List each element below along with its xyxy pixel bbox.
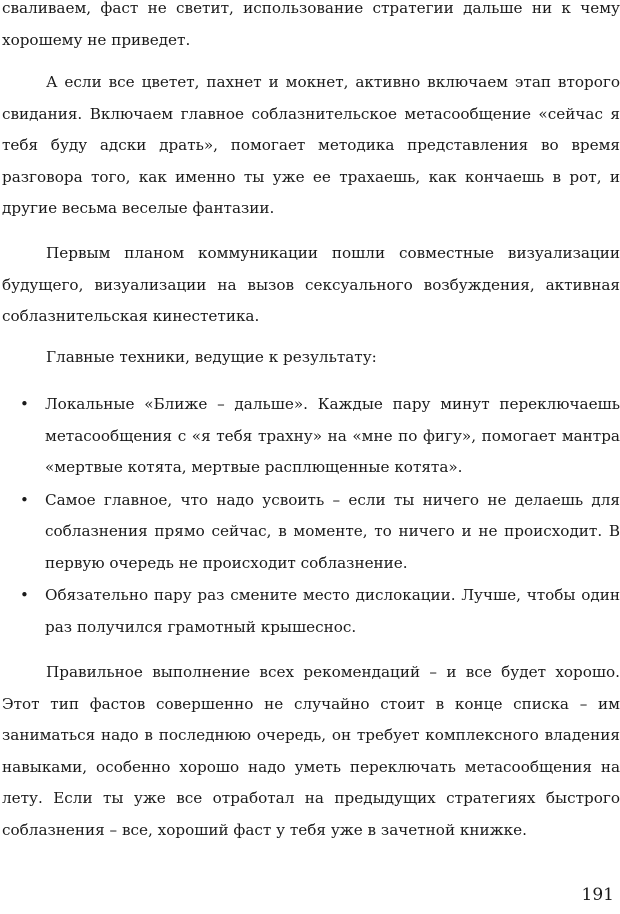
list-item-text: Локальные «Ближе – дальше». Каждые пару минут переключаешь метасообщения с «я тебя трахну» на «мне по фигу», помогает мантра «мертвые котята, мертвые расплющенные котята». — [45, 395, 620, 476]
list-item — [0, 580, 620, 643]
paragraph-communication-plan: Первым планом коммуникации пошли совместные визуализации будущего, визуализации на вызов сексуального возбуждения, активная соблазнительская кинестетика. — [2, 244, 620, 325]
list-item — [0, 389, 620, 484]
paragraph-continuation: сваливаем, фаст не светит, использование стратегии дальше ни к чему хорошему не приведет. — [2, 0, 620, 49]
list-item — [0, 485, 620, 580]
bullet-icon: • — [20, 395, 29, 413]
techniques-list — [0, 389, 620, 643]
page-number: 191 — [581, 885, 614, 905]
list-item-text: Самое главное, что надо усвоить – если ты ничего не делаешь для соблазнения прямо сейчас, в моменте, то ничего и не происходит. В первую очередь не происходит соблазнение. — [45, 490, 620, 572]
bullet-icon: • — [20, 490, 29, 509]
paragraph-conclusion: Правильное выполнение всех рекомендаций – и все будет хорошо. Этот тип фастов совершенно не случайно стоит в конце списка – им заниматься надо в последнюю очередь, он требует комплексного владения навыками, особенно хорошо надо уметь переключать метасообщения на лету. Если ты уже все отработал на предыдущих стратегиях быстрого соблазнения – все, хороший фаст у тебя уже в зачетной книжке. — [2, 663, 620, 839]
list-item-text: Обязательно пару раз смените место дислокации. Лучше, чтобы один раз получился грамотный крышеснос. — [45, 586, 620, 636]
paragraph-techniques-intro: Главные техники, ведущие к результату: — [46, 348, 377, 366]
bullet-icon: • — [20, 586, 29, 604]
paragraph-second-date: А если все цветет, пахнет и мокнет, активно включаем этап второго свидания. Включаем главное соблазнительское метасообщение «сейчас я тебя буду адски драть», помогает методика представления во время разговора того, как именно ты уже ее трахаешь, как кончаешь в рот, и другие весьма веселые фантазии. — [2, 73, 620, 217]
